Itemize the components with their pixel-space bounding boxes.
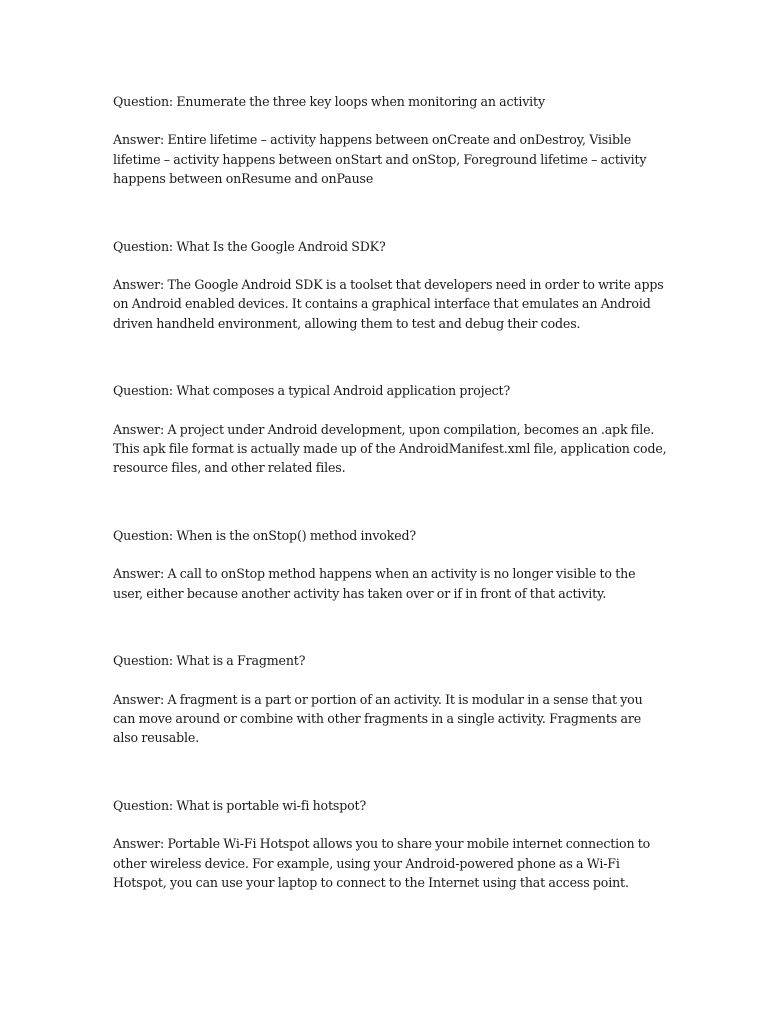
answer-text: Answer: A fragment is a part or portion of an activity. It is modular in a sense that you can move around or combine with other fragments in a single activity. Fragments are also reusable. — [113, 691, 643, 746]
question-text: Question: What is a Fragment? — [113, 653, 306, 669]
answer-text: Answer: A project under Android development, upon compilation, becomes an .apk file. This apk file format is actually made up of the AndroidManifest.xml file, application code, resource files, and other related files. — [113, 421, 667, 476]
qa-item-1 — [113, 92, 668, 189]
answer-text: Answer: Entire lifetime – activity happens between onCreate and onDestroy, Visible lifetime – activity happens between onStart and onStop, Foreground lifetime – activity happens between onResume and onPause — [113, 132, 647, 187]
qa-item-6 — [113, 796, 668, 893]
answer-text: Answer: A call to onStop method happens when an activity is no longer visible to the user, either because another activity has taken over or if in front of that activity. — [113, 566, 636, 601]
question-text: Question: When is the onStop() method invoked? — [113, 527, 417, 543]
qa-item-3 — [113, 381, 668, 478]
question-text: Question: What Is the Google Android SDK? — [113, 238, 386, 254]
qa-item-2 — [113, 237, 668, 334]
question-text: Question: What composes a typical Android application project? — [113, 383, 511, 399]
qa-item-5 — [113, 651, 668, 748]
question-text: Question: Enumerate the three key loops when monitoring an activity — [113, 94, 545, 109]
qa-item-4 — [113, 526, 668, 603]
question-text: Question: What is portable wi-fi hotspot? — [113, 797, 367, 813]
answer-text: Answer: The Google Android SDK is a toolset that developers need in order to write apps on Android enabled devices. It contains a graphical interface that emulates an Android driven handheld environment, allowing them to test and debug their codes. — [113, 277, 664, 331]
answer-text: Answer: Portable Wi-Fi Hotspot allows you to share your mobile internet connection to other wireless device. For example, using your Android-powered phone as a Wi-Fi Hotspot, you can use your laptop to connect to the Internet using that access point. — [113, 836, 651, 890]
